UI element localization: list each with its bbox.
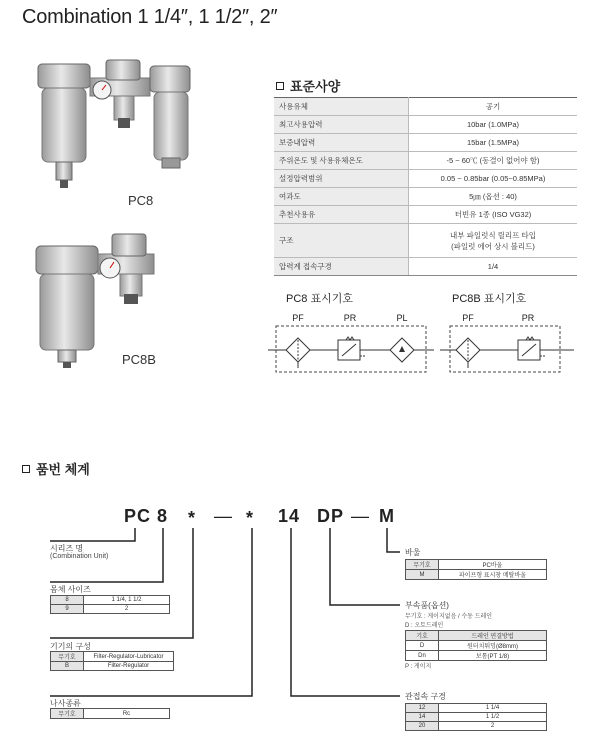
config-label: 기기의 구성 bbox=[50, 642, 91, 651]
port-table bbox=[405, 703, 547, 731]
code-part-dash2: — bbox=[351, 506, 370, 526]
pf-label: PF bbox=[292, 313, 304, 323]
pr-label: PR bbox=[521, 313, 535, 323]
spec-key: 사용유체 bbox=[274, 98, 409, 116]
spec-value-line1: 내부 파일럿식 릴리프 타입 bbox=[450, 230, 536, 240]
port-label: 관접속 구경 bbox=[405, 692, 446, 701]
spec-value: 0.05 ~ 0.85bar (0.05~0.85MPa) bbox=[409, 170, 578, 188]
body-size-label: 몸체 사이즈 bbox=[50, 585, 91, 594]
code-part-port: 14 bbox=[278, 506, 301, 526]
cell: 2 bbox=[84, 605, 170, 614]
spec-heading-text: 표준사양 bbox=[290, 79, 341, 94]
cell: 1 1/4, 1 1/2 bbox=[84, 596, 170, 605]
cell: 9 bbox=[51, 605, 84, 614]
cell: 보톰(PT 1/8) bbox=[439, 651, 547, 661]
cell: 1 1/2 bbox=[439, 713, 547, 722]
cell: 20 bbox=[406, 722, 439, 731]
spec-key: 추천사용유 bbox=[274, 206, 409, 224]
table-row bbox=[406, 570, 547, 580]
table-row bbox=[406, 641, 547, 651]
spec-key: 압력계 접속구경 bbox=[274, 258, 409, 276]
cell: 원터치튀밍(Ø8mm) bbox=[439, 641, 547, 651]
cell: D bbox=[406, 641, 439, 651]
bowl-table bbox=[405, 559, 547, 580]
accessory-note3: P : 게이지 bbox=[405, 664, 432, 670]
spec-value: 5㎛ (옵션 : 40) bbox=[409, 188, 578, 206]
cell: 14 bbox=[406, 713, 439, 722]
table-row bbox=[51, 596, 170, 605]
pf-label: PF bbox=[462, 313, 474, 323]
thread-table bbox=[50, 708, 170, 719]
cell: 12 bbox=[406, 704, 439, 713]
code-part-dash: — bbox=[214, 506, 233, 526]
pc8-symbol-title: PC8 표시기호 bbox=[286, 293, 353, 305]
body-size-table bbox=[50, 595, 170, 614]
ordering-heading-text: 품번 체계 bbox=[36, 462, 90, 477]
spec-value: 터빈유 1종 (ISO VG32) bbox=[409, 206, 578, 224]
spec-value: 1/4 bbox=[409, 258, 578, 276]
thread-label: 나사종류 bbox=[50, 699, 81, 708]
spec-value-line2: (파일럿 에어 상시 블리드) bbox=[451, 241, 535, 251]
pc8b-label: PC8B bbox=[122, 352, 156, 367]
cell: 기호 bbox=[406, 631, 439, 641]
code-part-series: PC bbox=[124, 506, 152, 526]
cell: M bbox=[406, 570, 439, 580]
series-label: 시리즈 명 bbox=[50, 544, 84, 553]
page-title: Combination 1 1/4″, 1 1/2″, 2″ bbox=[22, 6, 278, 28]
pc8b-symbol-title: PC8B 표시기호 bbox=[452, 293, 527, 305]
cell: 1 1/4 bbox=[439, 704, 547, 713]
table-row bbox=[406, 631, 547, 641]
table-row bbox=[406, 722, 547, 731]
spec-key: 설정압력범위 bbox=[274, 170, 409, 188]
cell: Dn bbox=[406, 651, 439, 661]
spec-key: 구조 bbox=[274, 224, 409, 258]
cell: Filter-Regulator-Lubricator bbox=[84, 652, 174, 662]
table-row bbox=[406, 651, 547, 661]
bowl-label: 바울 bbox=[405, 548, 421, 557]
code-part-thread: * bbox=[246, 508, 255, 528]
table-row bbox=[51, 605, 170, 614]
cell: 파이프형 표시창 메탈바울 bbox=[439, 570, 547, 580]
accessory-note1: 무기호 : 게이지없음 / 수동 드레인 bbox=[405, 614, 493, 620]
cell: 8 bbox=[51, 596, 84, 605]
table-row bbox=[406, 560, 547, 570]
pc8-label: PC8 bbox=[128, 193, 154, 208]
cell: 2 bbox=[439, 722, 547, 731]
cell: 무기호 bbox=[406, 560, 439, 570]
config-table bbox=[50, 651, 174, 671]
accessory-note2: D : 오토드레인 bbox=[405, 623, 444, 629]
spec-key: 여과도 bbox=[274, 188, 409, 206]
table-row bbox=[406, 704, 547, 713]
pr-label: PR bbox=[343, 313, 357, 323]
accessory-label: 부속품(옵션) bbox=[405, 601, 449, 610]
spec-key: 보증내압력 bbox=[274, 134, 409, 152]
cell: Rc bbox=[84, 709, 170, 719]
spec-value: 10bar (1.0MPa) bbox=[409, 116, 578, 134]
cell: 무기호 bbox=[51, 652, 84, 662]
spec-value: 15bar (1.5MPa) bbox=[409, 134, 578, 152]
code-part-size: 8 bbox=[157, 506, 169, 526]
table-row bbox=[51, 662, 174, 671]
cell: B bbox=[51, 662, 84, 671]
spec-key: 주위온도 및 사용유체온도 bbox=[274, 152, 409, 170]
code-part-bowl: M bbox=[379, 506, 395, 526]
cell: PC바울 bbox=[439, 560, 547, 570]
spec-key: 최고사용압력 bbox=[274, 116, 409, 134]
table-row bbox=[51, 652, 174, 662]
accessory-table bbox=[405, 630, 547, 661]
table-row bbox=[406, 713, 547, 722]
code-part-config: * bbox=[188, 508, 197, 528]
table-row bbox=[51, 709, 170, 719]
spec-value: -5 ~ 60℃ (동결이 없어야 함) bbox=[409, 152, 578, 170]
cell: 무기호 bbox=[51, 709, 84, 719]
cell: Filter-Regulator bbox=[84, 662, 174, 671]
series-sub: (Combination Unit) bbox=[50, 553, 109, 560]
spec-value: 공기 bbox=[409, 98, 578, 116]
cell: 드레인 연결방법 bbox=[439, 631, 547, 641]
code-part-accessory: DP bbox=[317, 506, 345, 526]
pl-label: PL bbox=[396, 313, 408, 323]
